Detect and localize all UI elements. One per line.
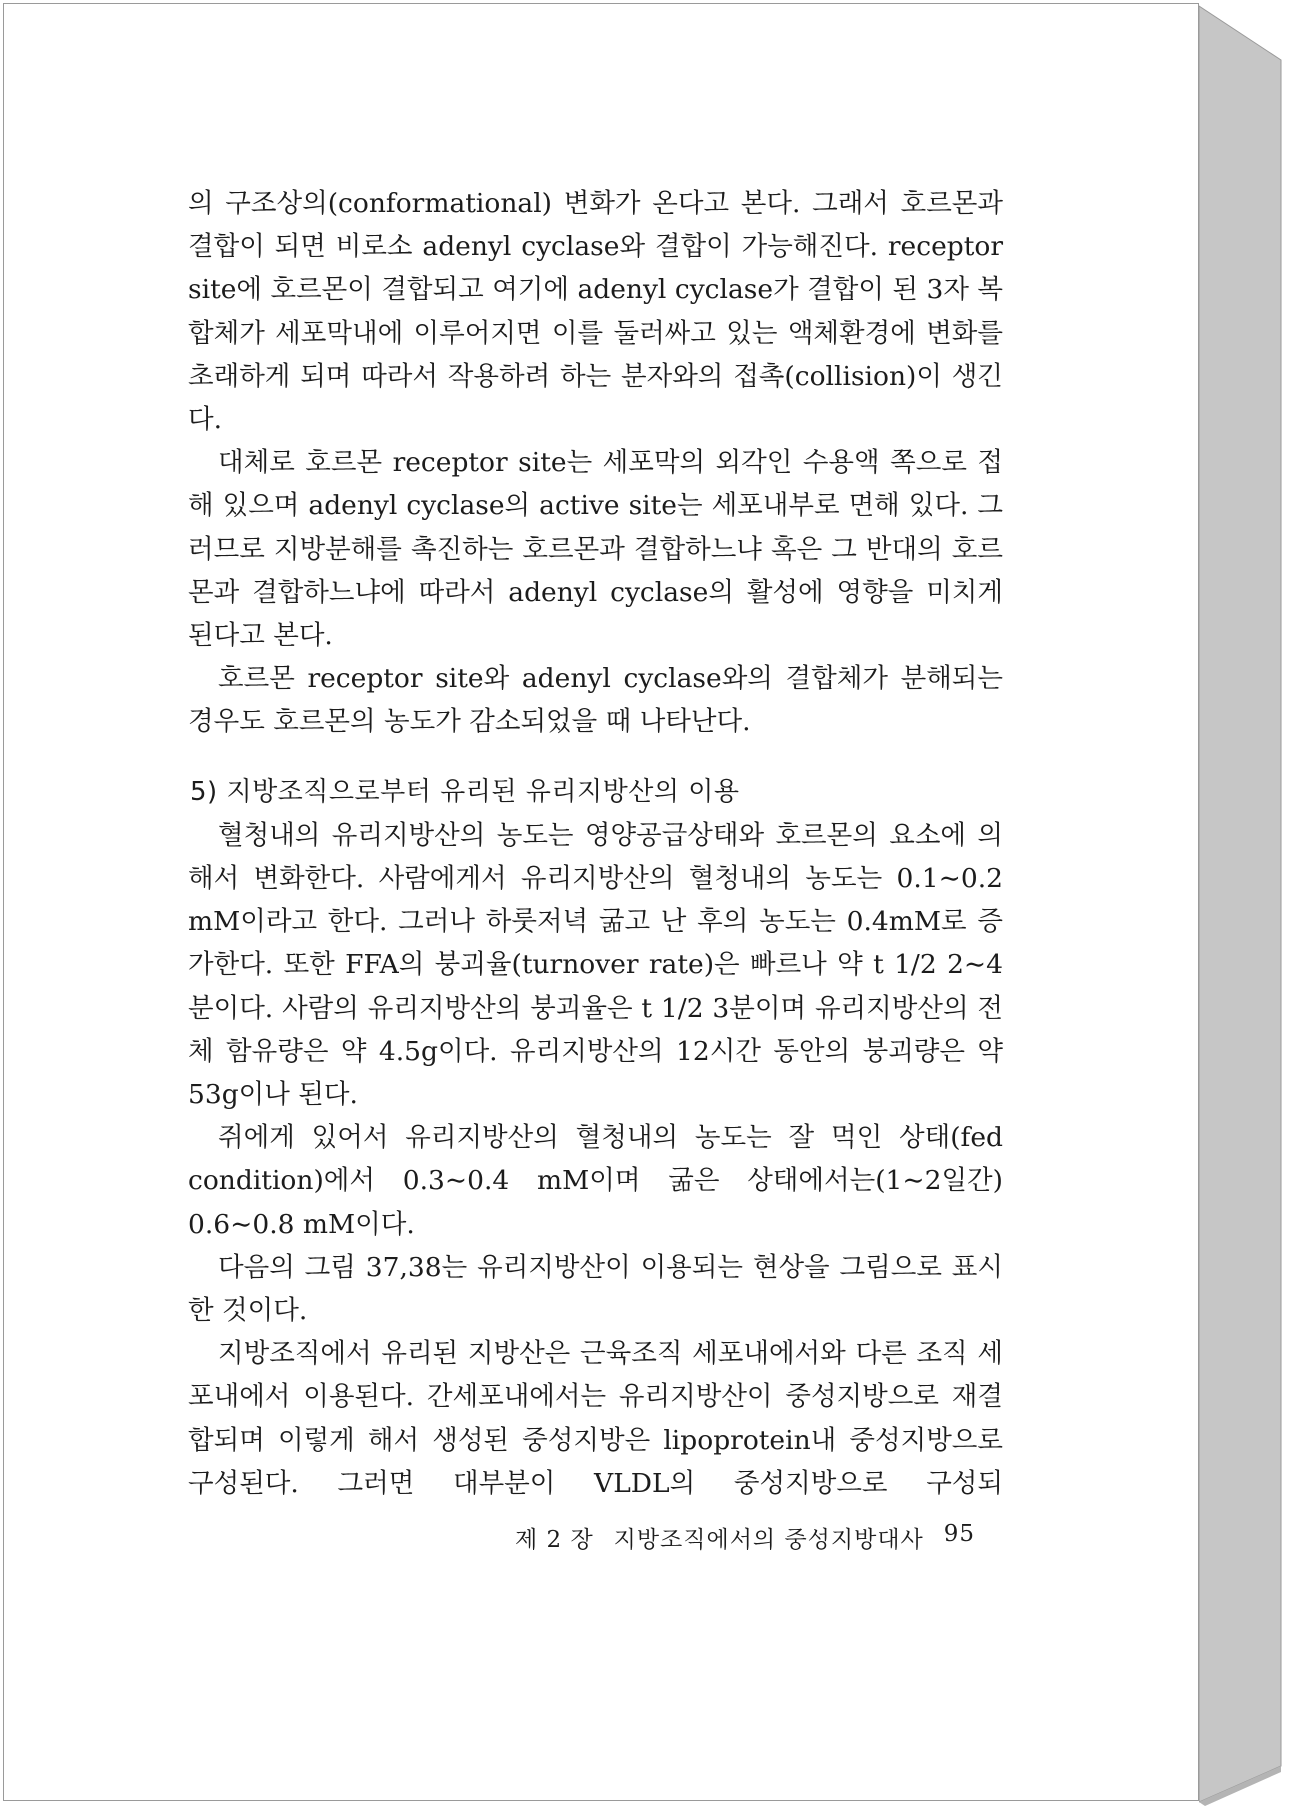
paragraph-complex-dissociation: 호르몬 receptor site와 adenyl cyclase와의 결합체가 분해되는 경우도 호르몬의 농도가 감소되었을 때 나타난다. — [188, 663, 1003, 738]
body-text — [188, 182, 1003, 1505]
paragraph-figure-reference: 다음의 그림 37,38는 유리지방산이 이용되는 현상을 그림으로 표시한 것이다. — [188, 1251, 1003, 1327]
page-number: 95 — [943, 1521, 975, 1547]
section-spacer — [188, 744, 1003, 771]
footer-chapter: 제 2 장 — [515, 1527, 594, 1553]
running-footer — [515, 1521, 975, 1554]
paragraph-receptor-site: 대체로 호르몬 receptor site는 세포막의 외각인 수용액 쪽으로 접해 있으며 adenyl cyclase의 active site는 세포내부로 면해 있다. 그러므로 지방분해를 촉진하는 호르몬과 결합하느냐 혹은 그 반대의 호르몬과 결합하느냐에 따라서 adenyl cyclase의 활성에 영향을 미치게 된다고 본다. — [188, 447, 1003, 652]
paragraph-ffa-utilization: 지방조직에서 유리된 지방산은 근육조직 세포내에서와 다른 조직 세포내에서 이용된다. 간세포내에서는 유리지방산이 중성지방으로 재결합되며 이렇게 해서 생성된 중성지방은 lipoprotein내 중성지방으로 구성된다. 그러면 대부분이 VLDL의 중성지방으로 구성되 — [188, 1338, 1003, 1499]
footer-title: 지방조직에서의 중성지방대사 — [613, 1527, 924, 1553]
paragraph-rat-ffa: 쥐에게 있어서 유리지방산의 혈청내의 농도는 잘 먹인 상태(fed condition)에서 0.3∼0.4 mM이며 굶은 상태에서는(1∼2일간) 0.6∼0.8 mM이다. — [188, 1122, 1003, 1240]
page-stack-edge — [1199, 0, 1295, 1806]
section-heading: 5) 지방조직으로부터 유리된 유리지방산의 이용 — [190, 776, 740, 807]
paragraph-serum-ffa: 혈청내의 유리지방산의 농도는 영양공급상태와 호르몬의 요소에 의해서 변화한다. 사람에게서 유리지방산의 혈청내의 농도는 0.1∼0.2 mM이라고 한다. 그러나 하룻저녁 굶고 난 후의 농도는 0.4mM로 증가한다. 또한 FFA의 붕괴율(turnover rate)은 빠르나 약 t 1/2 2∼4분이다. 사람의 유리지방산의 붕괴율은 t 1/2 3분이며 유리지방산의 전체 함유량은 약 4.5g이다. 유리지방산의 12시간 동안의 붕괴량은 약 53g이나 된다. — [188, 819, 1003, 1111]
paragraph-conformational-change: 의 구조상의(conformational) 변화가 온다고 본다. 그래서 호르몬과 결합이 되면 비로소 adenyl cyclase와 결합이 가능해진다. receptor site에 호르몬이 결합되고 여기에 adenyl cyclase가 결합이 된 3자 복합체가 세포막내에 이루어지면 이를 둘러싸고 있는 액체환경에 변화를 초래하게 되며 따라서 작용하려 하는 분자와의 접촉(collision)이 생긴다. — [188, 188, 1003, 436]
